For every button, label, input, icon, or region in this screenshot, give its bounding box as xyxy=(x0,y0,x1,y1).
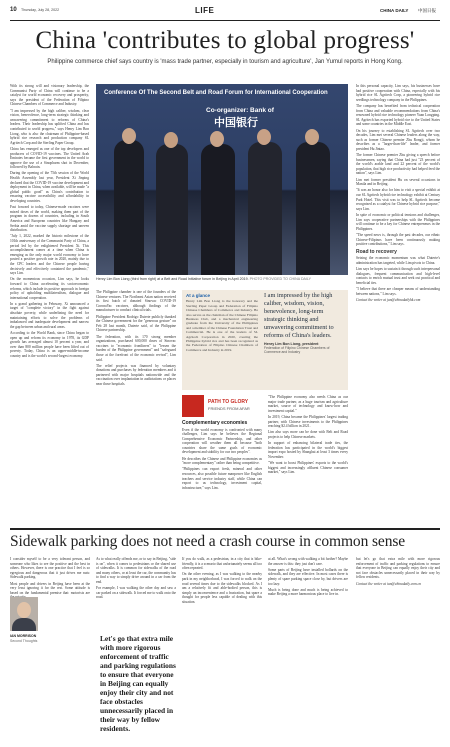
paragraph: In 2019, China became the Philippines' largest trading partner, with Chinese investments to the Philippines reaching $2.4 billion in 2021. xyxy=(268,414,348,429)
person-figure xyxy=(296,142,330,275)
main-column-1 xyxy=(10,84,89,360)
contact-line: Contact the writer at jan@chinadailyhk.com xyxy=(356,297,421,302)
profile-box-text: Henry Lim Bon Liong is the honorary and the Sterling Paper Group and Federation of Filipino Chinese Chambers of Commerce and Industry. He also serves as the chairman of the Chinese Filipino Business Club, and a mechanical engineering graduate from the University of the Philippines and a member of the Chinese Foundation Trust and Commercial. He is one of the leaders of SL Agritech Corporation in 2020, creating the Philippine hybrid rice and has been recognized as the Federation of Filipino Chinese Chambers of Commerce and Industry in 2019. xyxy=(186,299,258,352)
profile-box-title: At a glance xyxy=(186,293,211,298)
paragraph: As to what really offends me, or to say in Beijing, "side is on", when it comes to pedestrians or the shared use of sidewalks. It is common for sidewalks of the road and many others, or at least the car, the community has to find a way to simply drive around in a car from the end. xyxy=(96,557,176,584)
main-column-2 xyxy=(96,290,176,388)
author-byline xyxy=(10,634,50,643)
paragraph: The former Chinese premier Zhu giving a speech before businessmen, saying that China had just "23 percent of the world's arable land and 22 percent of the world's population, that high rice productivity had helped feed the nation", says Lim. xyxy=(356,153,440,176)
second-pullquote: Let's go that extra mile with more rigorous enforcement of traffic and parking regulations to ensure that everyone in Beijing can equally enjoy their city and not face obstacles unnecessarily placed in their way by fellow residents. xyxy=(100,634,176,733)
person-head xyxy=(122,128,136,144)
main-headline: China 'contributes to global progress' xyxy=(35,27,415,54)
path-to-glory-logo xyxy=(182,395,262,417)
page-number: 10 xyxy=(10,7,17,13)
paragraph: "July 1, 2022, marked the historic milestone of the 101th anniversary of the Communist Party of China, a period led by the enlightened President Xi. This accomplishment comes at a time when China is emerging as the only major world economy to have posted a positive growth rate in 2020, mainly due to the CPC leaders and the Chinese people having decisively and effectively contained the pandemic," says Lim. xyxy=(10,234,89,276)
photo-caption-block xyxy=(96,277,348,282)
paragraph: but let's go that extra mile with more rigorous enforcement of traffic and parking regulations to ensure that everyone in Beijing can equally enjoy their city and not face obstacles unnecessarily placed in their way by fellow residents. xyxy=(356,557,440,580)
paragraph: "The speed news is, through the past decades, our ethnic Chinese-Filipinos have been continuously making positive contributions," Lim says. xyxy=(356,232,440,247)
path-label: PATH TO GLORY xyxy=(208,399,249,405)
paragraph: "The Philippine economy also needs China as our major trade partner, as a huge tourism and agriculture market, source of technology and know-how and investment capital." xyxy=(268,395,348,413)
paragraph: Lim met former president Hu on several occasions in Manila and in Beijing. xyxy=(356,177,440,187)
person-figure xyxy=(156,144,188,275)
paragraph: On the momentous occasion, Lim says, he looks forward to China accelerating its socioeconomic reforms, which include its positive approach in foreign policy of upholding multilateralism, dialogue and international cooperation. xyxy=(10,277,89,300)
paragraph: I consider myself to be a very tolerant person, and someone who likes to see the positive and the best in others. However, there is one practice that I feel is so egregious and dangerous that it just drives me nuts: Sidewalk parking. xyxy=(10,557,90,580)
person-head xyxy=(305,129,319,145)
paragraph: at all. What's wrong with walking a bit further? Maybe the answer is this: they just don't care. xyxy=(268,557,348,566)
sidebar-panel xyxy=(182,290,348,390)
page-header xyxy=(10,6,440,20)
header-rule xyxy=(10,20,440,21)
section-label: LIFE xyxy=(195,6,215,15)
complementary-heading: Complementary economies xyxy=(182,420,248,426)
second-column-4 xyxy=(268,557,348,599)
flag-icon xyxy=(182,395,204,417)
paragraph: In a grand gathering in February, Xi announced a target of "complete victory" in the fight against absolute poverty, while underlining the need for maintaining efforts to solve the problems of imbalanced and inadequate development and narrow the gap between urban and rural areas. xyxy=(10,301,89,329)
paragraph: The federation, with its 170 strong member organizations, purchased 600,000 doses of Sinovac vaccines to "economic frontliners" to "lessen the burden of the Philippine government" and "safeguard those at the forefront of the economic revival", Lim said. xyxy=(96,334,176,362)
section-subheading: Road to recovery xyxy=(356,248,397,255)
paragraph: Lim says he hopes to sustain it through such interpersonal dialogues, frequent communication and high-level contacts to enrich mutual trust and seek out practical and beneficial ties. xyxy=(356,267,440,285)
second-headline: Sidewalk parking does not need a crash course in common sense xyxy=(10,533,406,550)
paragraph: He describes the Chinese and Philippine economies as "more complementary" rather than being competitive. xyxy=(182,456,262,466)
paragraph: With its strong will and visionary leadership, the Communist Party of China will continue to be a catalyst for world economic recovery and prosperity, says the president of the Federation of Filipino Chinese Chambers of Commerce and Industry. xyxy=(10,84,89,107)
paragraph: "I believe that there are cheaper means of understanding between nations," Lim says. xyxy=(356,287,440,296)
second-column-1 xyxy=(10,557,90,602)
paragraph: Much is being done and much is being achieved to make Beijing a more harmonious place to live in. xyxy=(268,587,348,597)
paragraph: Even if the world economy is confronted with many challenges, Lim says he believes the Regional Comprehensive Economic Partnership, and other cooperation will weather them all because "both countries share the same goals of economic development and stability for our two peoples". xyxy=(182,427,262,455)
photo-credit: PHOTO PROVIDED TO CHINA DAILY xyxy=(249,277,312,281)
second-column-5 xyxy=(356,557,440,588)
person-head xyxy=(257,129,271,145)
paragraph: If you do walk, as a pedestrian, in a city that is bike-friendly, it is a scenario that unfortunately seems all too often repeated. xyxy=(182,557,262,571)
photo-caption: Henry Lim Bon Liong (third from right) at a Belt and Road Initiative forum in Beijing in April 2019. xyxy=(96,277,249,281)
page-date: Thursday, July 28, 2022 xyxy=(21,8,60,12)
person-figure xyxy=(201,144,235,275)
paragraph: During the opening of the 75th session of the World Health Assembly last year, President Xi Jinping declared that the COVID-19 vaccine development and deployment in China, when available, will be made "a global public good" as China's contribution to ensuring vaccine accessibility and affordability in developing countries. xyxy=(10,171,89,204)
author-name: IAN MORRISON xyxy=(10,634,37,638)
paragraph: In this personal capacity, Lim says, his businesses have had positive cooperation with China, especially with his hybrid rice SL Agritech Corp, a pioneering hybrid rice seedlings technology company in the Philippines. xyxy=(356,84,440,102)
quote-text: I am impressed by the high caliber, wisdom, vision, benevolence, long-term strategic thinking and unwavering commitment to reforms of China's leaders. xyxy=(264,292,334,339)
paragraph: For example, I was walking the other day and saw a car parked on a sidewalk. It forced me to walk onto the road. xyxy=(96,586,176,600)
author-head xyxy=(17,602,31,618)
paragraph: Most people and drivers in Beijing have been at the very least ignoring it for the rest. Some attitude is based on the fundamental premise that: motorists are xyxy=(10,581,90,595)
paragraph: On his journey to establishing SL Agritech over two decades, Lim met several Chinese leaders along the way, such as former Chinese premier Zhu Rongji, whom he describes as a "larger-than-life" leader, and former president Hu Jintao. xyxy=(356,128,440,151)
second-column-3 xyxy=(182,557,262,606)
article-divider xyxy=(10,528,440,530)
paragraph: The Philippine chamber is one of the founders of the Chinese ventures. The Northeast Asian nation received its first batch of donated Sinovac COVID-19 CoronaVac vaccines, although findings of the manufacturer to conduct clinical trials. xyxy=(96,290,176,313)
paragraph: "Philippines can export fresh, mineral and other resources, also possible future manpower like English teachers and service industry staff, while China can export to us technology, investment capital, infrastructure," says Lim. xyxy=(182,467,262,490)
photo-banner-text: Conference Of The Second Belt and Road Forum for International Cooperation xyxy=(104,90,328,96)
quote-attribution-2: Federation of Filipino Chinese Chambers of Commerce and Industry xyxy=(264,346,330,355)
complementary-column xyxy=(182,420,262,492)
person-figure xyxy=(248,142,282,275)
paragraph: "It was an honor also for him to visit a special exhibit at our SL Agritech hybrid rice technology exhibit at Century Park Hotel. This visit was to help SL Agritech become recognized as a catalyst for Chinese hybrid rice purpose," says Lim. xyxy=(356,188,440,211)
profile-box xyxy=(186,294,258,352)
main-deck: Philippine commerce chief says country is 'mass trade partner, especially in tourism and agriculture', Jan Yumul reports in Hong Kong. xyxy=(47,59,403,65)
paragraph: "We want to boost Philippines' exports to the world's biggest and increasingly affluent Chinese consumer market," says Lim. xyxy=(268,461,348,475)
paragraph: On the other evening, as I was walking to the nearby park in my neighborhood, I was forced to walk on the road several times due to the sidewalks blocked. As I am a relatively fit and able-bodied person, this is simply an inconvenience and a frustration, but spare a thought for people less capable of dealing with this situation. xyxy=(182,572,262,604)
path-sub-label: FRIENDS FROM AFAR xyxy=(208,406,250,411)
masthead-chinese: 中国日报 xyxy=(418,8,436,13)
paragraph: Some parts of Beijing have installed bollards on the sidewalk, and they are effective. In most cases there is plenty of spare parking space close by, but drivers are too lazy. xyxy=(268,567,348,586)
quote-attribution: Henry Lim Bon Liong, president xyxy=(264,342,319,346)
main-column-4 xyxy=(268,395,348,476)
main-photo xyxy=(96,84,348,275)
person-figure xyxy=(114,140,144,275)
paragraph: Fast forward to today, Chinese-made vaccines were mixed doses of the world, making them part of the program in dozens of countries, including in South America and European countries like Hungary and Serbia amid the vaccine supply shortage and uneven distribution. xyxy=(10,205,89,233)
contact-line: Contact the writer at ian@chinadaily.com.cn xyxy=(356,581,421,586)
paragraph: Philippine President Rodrigo Duterte publicly thanked the Chinese government for the "generous gesture" on Feb 28 last month, Duterte said, of the Philippine Chinese partnership. xyxy=(96,314,176,333)
paragraph: The relief projects was financed by voluntary donations and purchases by federation members and it partnered with major hospitals nationwide and the vaccination over implantation in audiotations or places near those hospitals. xyxy=(96,363,176,387)
paragraph: According to the World Bank, since China began to open up and reform its economy in 1978, its GDP growth has averaged almost 10 percent a year, and over than 800 million people have been lifted out of poverty. Today, China is an upper-middle-income country and is the world's second-largest economy. xyxy=(10,331,89,358)
paragraph: Seizing the economic momentum was what Duterte's administration has targeted, while Lim pivots to China. xyxy=(356,256,440,265)
author-role: Second Thoughts xyxy=(10,638,38,643)
paragraph: China has emerged as one of the top developers and producers of COVID-19 vaccines. The United Arab Emirates became the first government in the world to approve the use of a Sinopharm shot in December, followed by Bahrain. xyxy=(10,146,89,170)
person-head xyxy=(210,131,224,147)
photo-banner-chinese: 中国银行 xyxy=(214,117,258,129)
quote-block xyxy=(264,292,346,388)
masthead: CHINA DAILY xyxy=(380,8,409,13)
author-photo xyxy=(10,597,38,631)
author-shoulders xyxy=(12,618,36,631)
main-column-5 xyxy=(356,84,440,304)
paragraph: "I am impressed by the high caliber, wisdom, clear vision, benevolence, long-term strategic thinking and unwavering commitment to reforms of China's leaders. Their leadership has uplifted China and has contributed to world progress," says Henry Lim Bon Liong, who is also the chairman of Philippine-based hybrid rice research and production company SL Agritech Corp and the Sterling Paper Group. xyxy=(10,108,89,145)
paragraph: In support of enhancing bilateral trade ties, the federation has participated in the world's biggest import expo hosted by Shanghai at least 3 times every November. xyxy=(268,441,348,459)
person-head xyxy=(164,132,178,148)
paragraph: Lim also says more can be done with Belt and Road projects to help Chinese markets. xyxy=(268,430,348,439)
second-column-2 xyxy=(96,557,176,602)
paragraph: The company has benefited from technical cooperation from China and valuable recommendations from China's renowned hybrid rice technology pioneer Yuan Longping. SL Agritech has exported hybrid rice to the United States and some countries in the Middle East. xyxy=(356,103,440,127)
paragraph: In spite of economic or political tensions and challenges, Lim says cooperative partnerships with the Philippines will continue to be a key for Chinese entrepreneurs in the Philippines. xyxy=(356,213,440,231)
photo-banner-text-2: Co-organizer: Bank of xyxy=(206,107,274,114)
